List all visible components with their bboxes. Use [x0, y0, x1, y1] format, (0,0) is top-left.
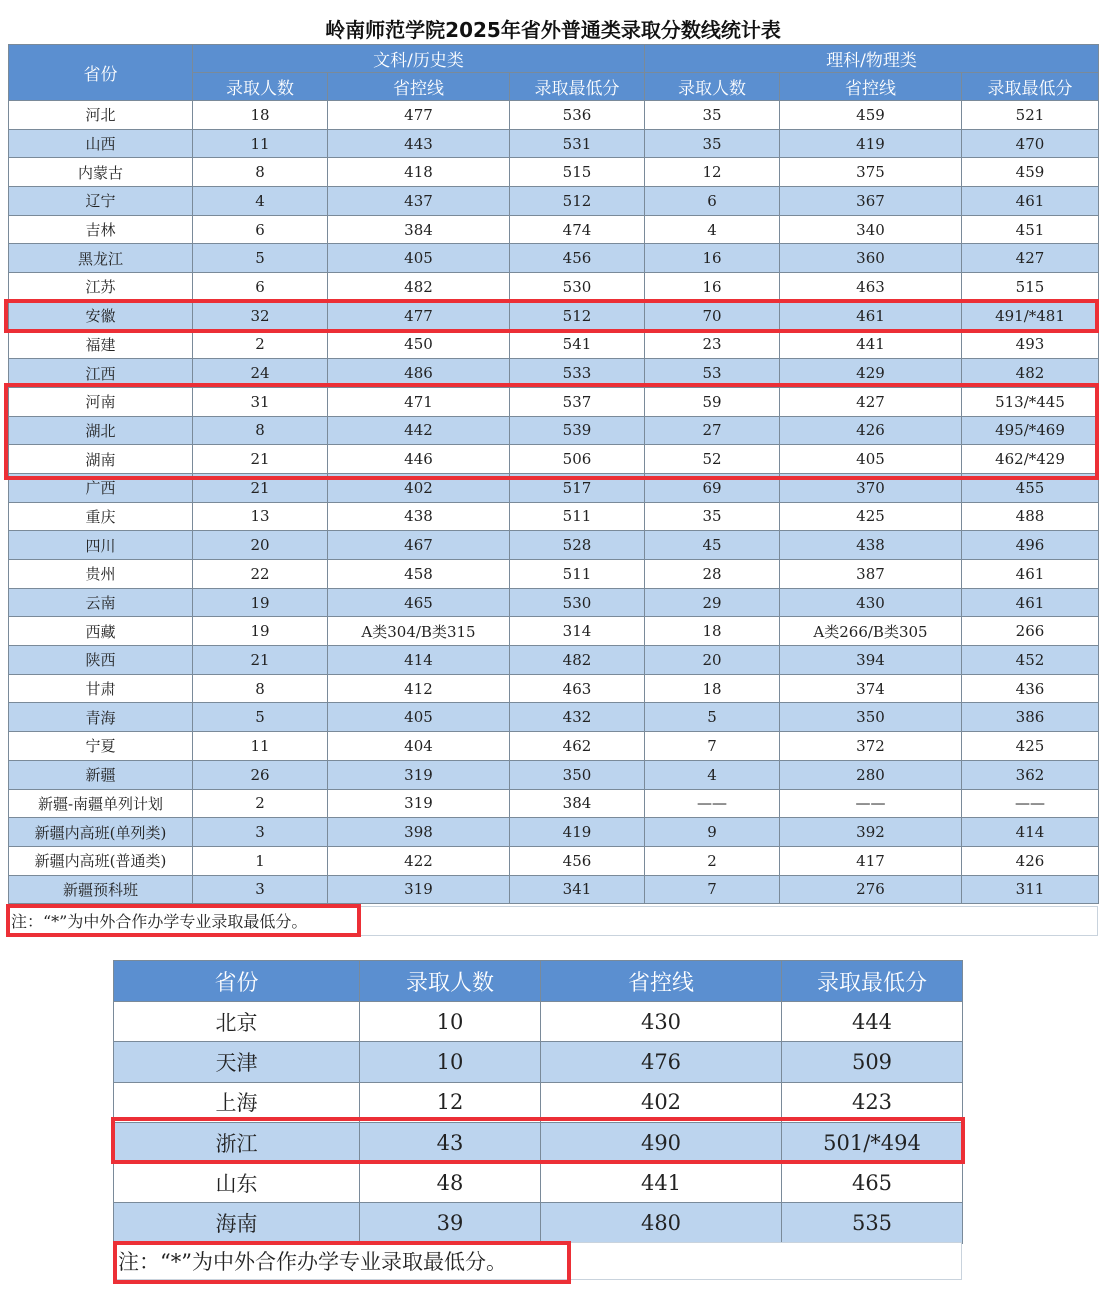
- value-cell: 506: [510, 445, 645, 474]
- value-cell: 16: [645, 244, 780, 273]
- value-cell: 425: [962, 732, 1099, 761]
- province-cell: 内蒙古: [9, 158, 193, 187]
- value-cell: 474: [510, 215, 645, 244]
- value-cell: 2: [193, 789, 328, 818]
- value-cell: 5: [645, 703, 780, 732]
- value-cell: 461: [962, 187, 1099, 216]
- table-row: [114, 1122, 963, 1162]
- value-cell: 455: [962, 473, 1099, 502]
- value-cell: 2: [193, 330, 328, 359]
- value-cell: 362: [962, 760, 1099, 789]
- province-cell: 福建: [9, 330, 193, 359]
- value-cell: 8: [193, 158, 328, 187]
- table-row: [9, 359, 1099, 388]
- score-table-2: [113, 960, 963, 1244]
- value-cell: 461: [962, 560, 1099, 589]
- value-cell: 31: [193, 387, 328, 416]
- value-cell: 405: [780, 445, 962, 474]
- value-cell: 350: [780, 703, 962, 732]
- province-cell: 新疆内高班(普通类): [9, 846, 193, 875]
- value-cell: 3: [193, 818, 328, 847]
- value-cell: 414: [962, 818, 1099, 847]
- value-cell: 418: [328, 158, 510, 187]
- value-cell: 490: [541, 1122, 782, 1162]
- value-cell: 384: [510, 789, 645, 818]
- value-cell: 509: [782, 1042, 963, 1082]
- province-cell: 新疆: [9, 760, 193, 789]
- value-cell: 18: [193, 101, 328, 130]
- value-cell: 493: [962, 330, 1099, 359]
- value-cell: 476: [541, 1042, 782, 1082]
- value-cell: 515: [510, 158, 645, 187]
- value-cell: 392: [780, 818, 962, 847]
- table-row: [114, 1002, 963, 1042]
- value-cell: 501/*494: [782, 1122, 963, 1162]
- value-cell: 471: [328, 387, 510, 416]
- value-cell: 340: [780, 215, 962, 244]
- value-cell: 19: [193, 588, 328, 617]
- value-cell: 350: [510, 760, 645, 789]
- value-cell: 426: [780, 416, 962, 445]
- province-cell: 北京: [114, 1002, 360, 1042]
- value-cell: 446: [328, 445, 510, 474]
- value-cell: 412: [328, 674, 510, 703]
- value-cell: 28: [645, 560, 780, 589]
- value-cell: 531: [510, 129, 645, 158]
- value-cell: 422: [328, 846, 510, 875]
- table-row: [9, 646, 1099, 675]
- table-row: [9, 703, 1099, 732]
- value-cell: 21: [193, 646, 328, 675]
- table-row: [9, 588, 1099, 617]
- value-cell: 539: [510, 416, 645, 445]
- header-row: [114, 961, 963, 1002]
- value-cell: 26: [193, 760, 328, 789]
- footnote: 注：“*”为中外合作办学专业录取最低分。: [113, 1242, 962, 1280]
- table-row: [114, 1082, 963, 1122]
- value-cell: 515: [962, 273, 1099, 302]
- table-row: [9, 387, 1099, 416]
- value-cell: 528: [510, 531, 645, 560]
- value-cell: ——: [780, 789, 962, 818]
- value-cell: 459: [962, 158, 1099, 187]
- value-cell: 488: [962, 502, 1099, 531]
- value-cell: 319: [328, 760, 510, 789]
- sub-header: 录取人数: [645, 73, 780, 101]
- value-cell: 10: [360, 1042, 541, 1082]
- value-cell: 470: [962, 129, 1099, 158]
- value-cell: 2: [645, 846, 780, 875]
- value-cell: ——: [645, 789, 780, 818]
- province-cell: 新疆内高班(单列类): [9, 818, 193, 847]
- value-cell: 423: [782, 1082, 963, 1122]
- value-cell: 387: [780, 560, 962, 589]
- table-row: [9, 674, 1099, 703]
- value-cell: 404: [328, 732, 510, 761]
- value-cell: 465: [328, 588, 510, 617]
- value-cell: 6: [193, 273, 328, 302]
- value-cell: 7: [645, 875, 780, 904]
- value-cell: 477: [328, 301, 510, 330]
- province-cell: 广西: [9, 473, 193, 502]
- value-cell: 419: [510, 818, 645, 847]
- value-cell: 45: [645, 531, 780, 560]
- value-cell: 427: [780, 387, 962, 416]
- province-cell: 江西: [9, 359, 193, 388]
- value-cell: 48: [360, 1163, 541, 1203]
- value-cell: 360: [780, 244, 962, 273]
- value-cell: 384: [328, 215, 510, 244]
- value-cell: 35: [645, 502, 780, 531]
- province-cell: 吉林: [9, 215, 193, 244]
- province-cell: 青海: [9, 703, 193, 732]
- value-cell: 482: [962, 359, 1099, 388]
- value-cell: 451: [962, 215, 1099, 244]
- value-cell: 5: [193, 703, 328, 732]
- province-cell: 河北: [9, 101, 193, 130]
- value-cell: 513/*445: [962, 387, 1099, 416]
- table-row: [9, 846, 1099, 875]
- province-cell: 四川: [9, 531, 193, 560]
- value-cell: 436: [962, 674, 1099, 703]
- value-cell: 463: [510, 674, 645, 703]
- province-cell: 湖北: [9, 416, 193, 445]
- province-cell: 贵州: [9, 560, 193, 589]
- value-cell: 512: [510, 187, 645, 216]
- value-cell: 341: [510, 875, 645, 904]
- value-cell: 70: [645, 301, 780, 330]
- value-cell: 21: [193, 473, 328, 502]
- value-cell: 19: [193, 617, 328, 646]
- table-row: [9, 187, 1099, 216]
- value-cell: 511: [510, 560, 645, 589]
- value-cell: 486: [328, 359, 510, 388]
- value-cell: 530: [510, 588, 645, 617]
- value-cell: 425: [780, 502, 962, 531]
- value-cell: 512: [510, 301, 645, 330]
- province-cell: 西藏: [9, 617, 193, 646]
- value-cell: 402: [541, 1082, 782, 1122]
- value-cell: 5: [193, 244, 328, 273]
- column-header: 录取人数: [360, 961, 541, 1002]
- sub-header: 录取最低分: [962, 73, 1099, 101]
- value-cell: 59: [645, 387, 780, 416]
- value-cell: 530: [510, 273, 645, 302]
- province-cell: 甘肃: [9, 674, 193, 703]
- table-body: [114, 1002, 963, 1244]
- province-cell: 安徽: [9, 301, 193, 330]
- province-cell: 辽宁: [9, 187, 193, 216]
- value-cell: 10: [360, 1002, 541, 1042]
- value-cell: 18: [645, 674, 780, 703]
- value-cell: 521: [962, 101, 1099, 130]
- table-row: [9, 273, 1099, 302]
- sub-header: 省控线: [328, 73, 510, 101]
- value-cell: 29: [645, 588, 780, 617]
- value-cell: 450: [328, 330, 510, 359]
- value-cell: 386: [962, 703, 1099, 732]
- value-cell: 444: [782, 1002, 963, 1042]
- value-cell: 375: [780, 158, 962, 187]
- sub-header: 省控线: [780, 73, 962, 101]
- province-cell: 浙江: [114, 1122, 360, 1162]
- value-cell: 12: [645, 158, 780, 187]
- table-body: [9, 101, 1099, 904]
- value-cell: 405: [328, 703, 510, 732]
- value-cell: 12: [360, 1082, 541, 1122]
- value-cell: 314: [510, 617, 645, 646]
- province-cell: 新疆-南疆单列计划: [9, 789, 193, 818]
- value-cell: 414: [328, 646, 510, 675]
- column-header: 录取最低分: [782, 961, 963, 1002]
- value-cell: 367: [780, 187, 962, 216]
- table-row: [114, 1203, 963, 1243]
- province-cell: 上海: [114, 1082, 360, 1122]
- value-cell: 462: [510, 732, 645, 761]
- value-cell: 442: [328, 416, 510, 445]
- table-row: [9, 101, 1099, 130]
- value-cell: 276: [780, 875, 962, 904]
- value-cell: 4: [645, 760, 780, 789]
- value-cell: 482: [510, 646, 645, 675]
- table-row: [9, 129, 1099, 158]
- value-cell: 537: [510, 387, 645, 416]
- province-cell: 海南: [114, 1203, 360, 1243]
- group-header-science: 理科/物理类: [645, 45, 1099, 73]
- province-cell: 山西: [9, 129, 193, 158]
- value-cell: 35: [645, 129, 780, 158]
- value-cell: 443: [328, 129, 510, 158]
- table-row: [9, 244, 1099, 273]
- value-cell: 429: [780, 359, 962, 388]
- value-cell: 4: [645, 215, 780, 244]
- value-cell: 496: [962, 531, 1099, 560]
- value-cell: 372: [780, 732, 962, 761]
- value-cell: 21: [193, 445, 328, 474]
- province-cell: 云南: [9, 588, 193, 617]
- value-cell: 438: [780, 531, 962, 560]
- province-cell: 黑龙江: [9, 244, 193, 273]
- value-cell: 462/*429: [962, 445, 1099, 474]
- value-cell: 4: [193, 187, 328, 216]
- value-cell: 482: [328, 273, 510, 302]
- value-cell: 9: [645, 818, 780, 847]
- group-header-arts: 文科/历史类: [193, 45, 645, 73]
- table-row: [9, 732, 1099, 761]
- province-cell: 重庆: [9, 502, 193, 531]
- value-cell: 370: [780, 473, 962, 502]
- value-cell: 430: [541, 1002, 782, 1042]
- value-cell: 402: [328, 473, 510, 502]
- table-row: [9, 301, 1099, 330]
- value-cell: 398: [328, 818, 510, 847]
- value-cell: 3: [193, 875, 328, 904]
- province-cell: 陕西: [9, 646, 193, 675]
- province-cell: 新疆预科班: [9, 875, 193, 904]
- admission-table-2: [113, 960, 962, 1282]
- value-cell: 22: [193, 560, 328, 589]
- table-row: [9, 531, 1099, 560]
- value-cell: 535: [782, 1203, 963, 1243]
- column-header: 省控线: [541, 961, 782, 1002]
- province-cell: 宁夏: [9, 732, 193, 761]
- value-cell: 465: [782, 1163, 963, 1203]
- table-row: [9, 875, 1099, 904]
- table-row: [114, 1042, 963, 1082]
- province-cell: 江苏: [9, 273, 193, 302]
- value-cell: 1: [193, 846, 328, 875]
- table-row: [9, 617, 1099, 646]
- value-cell: 517: [510, 473, 645, 502]
- value-cell: 27: [645, 416, 780, 445]
- value-cell: A类304/B类315: [328, 617, 510, 646]
- table-row: [9, 416, 1099, 445]
- value-cell: 430: [780, 588, 962, 617]
- value-cell: 39: [360, 1203, 541, 1243]
- value-cell: 477: [328, 101, 510, 130]
- value-cell: 23: [645, 330, 780, 359]
- province-cell: 山东: [114, 1163, 360, 1203]
- value-cell: 438: [328, 502, 510, 531]
- value-cell: 20: [645, 646, 780, 675]
- province-cell: 湖南: [9, 445, 193, 474]
- table-row: [9, 330, 1099, 359]
- value-cell: 35: [645, 101, 780, 130]
- value-cell: 394: [780, 646, 962, 675]
- value-cell: 432: [510, 703, 645, 732]
- table-row: [9, 445, 1099, 474]
- value-cell: 467: [328, 531, 510, 560]
- value-cell: 480: [541, 1203, 782, 1243]
- table-row: [9, 760, 1099, 789]
- footnote: 注：“*”为中外合作办学专业录取最低分。: [8, 906, 1098, 936]
- value-cell: 6: [193, 215, 328, 244]
- value-cell: 11: [193, 732, 328, 761]
- value-cell: 536: [510, 101, 645, 130]
- value-cell: 11: [193, 129, 328, 158]
- value-cell: 533: [510, 359, 645, 388]
- value-cell: 53: [645, 359, 780, 388]
- value-cell: 16: [645, 273, 780, 302]
- value-cell: 7: [645, 732, 780, 761]
- value-cell: ——: [962, 789, 1099, 818]
- value-cell: 417: [780, 846, 962, 875]
- value-cell: 52: [645, 445, 780, 474]
- value-cell: 13: [193, 502, 328, 531]
- value-cell: 405: [328, 244, 510, 273]
- value-cell: 456: [510, 846, 645, 875]
- value-cell: 311: [962, 875, 1099, 904]
- table-row: [114, 1163, 963, 1203]
- sub-header: 录取最低分: [510, 73, 645, 101]
- value-cell: 441: [541, 1163, 782, 1203]
- value-cell: 8: [193, 416, 328, 445]
- value-cell: 374: [780, 674, 962, 703]
- value-cell: 419: [780, 129, 962, 158]
- province-cell: 河南: [9, 387, 193, 416]
- table-title: 岭南师范学院2025年省外普通类录取分数线统计表: [325, 18, 781, 42]
- value-cell: 8: [193, 674, 328, 703]
- table-row: [9, 473, 1099, 502]
- table-row: [9, 560, 1099, 589]
- value-cell: 266: [962, 617, 1099, 646]
- value-cell: 437: [328, 187, 510, 216]
- column-header: 省份: [114, 961, 360, 1002]
- province-header: 省份: [9, 45, 193, 101]
- value-cell: 461: [962, 588, 1099, 617]
- value-cell: A类266/B类305: [780, 617, 962, 646]
- value-cell: 43: [360, 1122, 541, 1162]
- value-cell: 69: [645, 473, 780, 502]
- value-cell: 319: [328, 875, 510, 904]
- value-cell: 456: [510, 244, 645, 273]
- value-cell: 459: [780, 101, 962, 130]
- value-cell: 495/*469: [962, 416, 1099, 445]
- table-row: [9, 818, 1099, 847]
- value-cell: 280: [780, 760, 962, 789]
- value-cell: 18: [645, 617, 780, 646]
- value-cell: 32: [193, 301, 328, 330]
- value-cell: 458: [328, 560, 510, 589]
- value-cell: 20: [193, 531, 328, 560]
- value-cell: 452: [962, 646, 1099, 675]
- score-table: [8, 44, 1099, 904]
- table-row: [9, 789, 1099, 818]
- table-row: [9, 502, 1099, 531]
- value-cell: 461: [780, 301, 962, 330]
- table-row: [9, 215, 1099, 244]
- sub-header: 录取人数: [193, 73, 328, 101]
- value-cell: 319: [328, 789, 510, 818]
- province-cell: 天津: [114, 1042, 360, 1082]
- value-cell: 427: [962, 244, 1099, 273]
- value-cell: 491/*481: [962, 301, 1099, 330]
- value-cell: 426: [962, 846, 1099, 875]
- value-cell: 463: [780, 273, 962, 302]
- table-row: [9, 158, 1099, 187]
- value-cell: 541: [510, 330, 645, 359]
- value-cell: 24: [193, 359, 328, 388]
- admission-table-1: [8, 14, 1098, 936]
- value-cell: 441: [780, 330, 962, 359]
- value-cell: 6: [645, 187, 780, 216]
- value-cell: 511: [510, 502, 645, 531]
